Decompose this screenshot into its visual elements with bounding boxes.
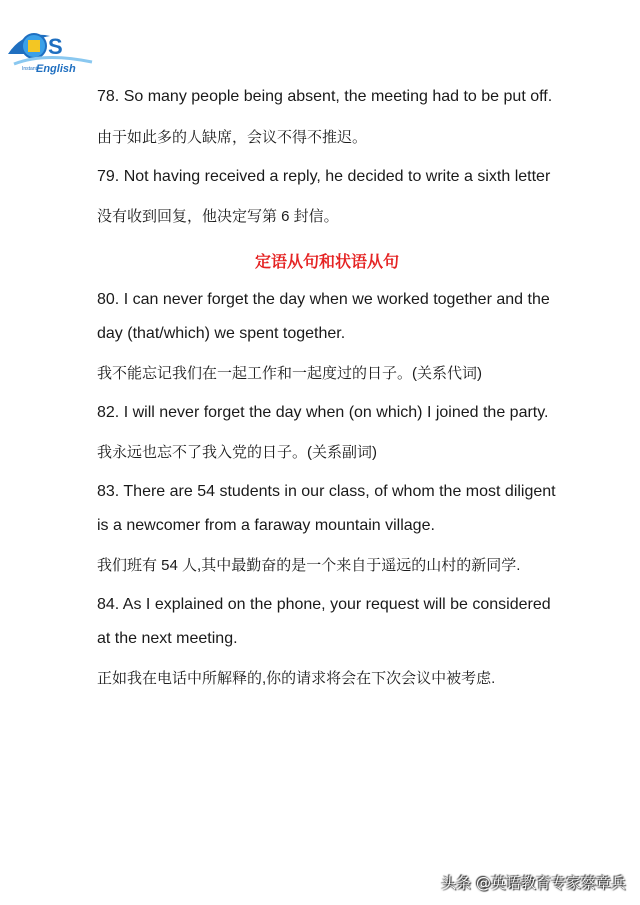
svg-text:S: S [48, 34, 63, 59]
sentence-84-zh: 正如我在电话中所解释的,你的请求将会在下次会议中被考虑. [97, 670, 496, 687]
sentence-80-en: 80. I can never forget the day when we worked together and the day (that/which) we spent together. [97, 291, 550, 342]
sentence-84-en: 84. As I explained on the phone, your request will be considered at the next meeting. [97, 596, 551, 647]
sentence-83-zh: 我们班有 54 人,其中最勤奋的是一个来自于遥远的山村的新同学. [97, 557, 521, 574]
sentence-79-en: 79. Not having received a reply, he decided to write a sixth letter [97, 168, 551, 185]
instant-english-logo [4, 24, 96, 76]
sentence-80-zh: 我不能忘记我们在一起工作和一起度过的日子。(关系代词) [97, 365, 482, 382]
sentence-79-zh: 没有收到回复，他决定写第 6 封信。 [97, 208, 339, 225]
svg-text:English: English [36, 63, 76, 75]
section-heading: 定语从句和状语从句 [254, 254, 399, 271]
sentence-83-en: 83. There are 54 students in our class, of whom the most diligent is a newcomer from a faraway mountain village. [97, 483, 556, 534]
svg-text:Instant: Instant [22, 66, 38, 72]
source-watermark: 头条 @英语教育专家蔡章兵 [441, 874, 626, 892]
sentence-78-en: 78. So many people being absent, the meeting had to be put off. [97, 88, 553, 105]
sentence-82-zh: 我永远也忘不了我入党的日子。(关系副词) [97, 444, 377, 461]
document-body [97, 80, 557, 690]
sentence-82-en: 82. I will never forget the day when (on which) I joined the party. [97, 404, 549, 421]
sentence-78-zh: 由于如此多的人缺席，会议不得不推迟。 [97, 129, 368, 146]
